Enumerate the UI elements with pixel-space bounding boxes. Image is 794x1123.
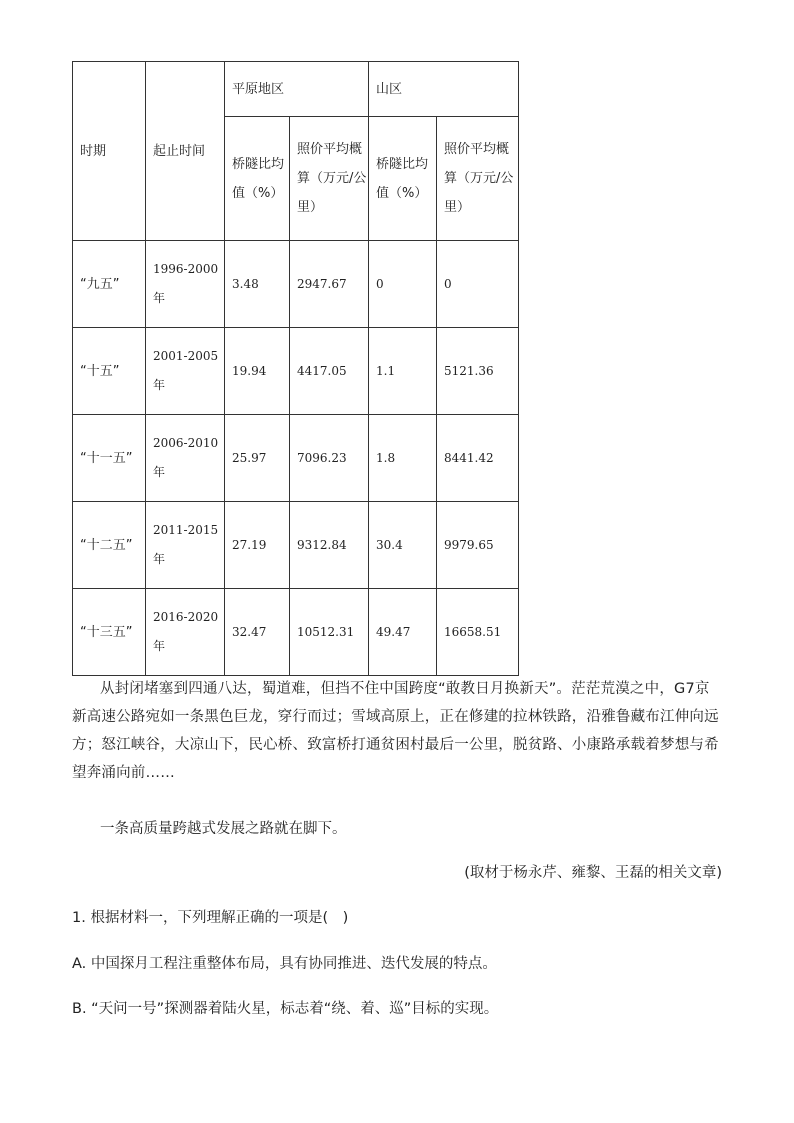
- period-cell: “十二五”: [73, 502, 146, 589]
- range-cell: 2016-2020年: [146, 589, 225, 676]
- plain-price-cell: 7096.23: [290, 415, 369, 502]
- plain-ratio-cell: 27.19: [225, 502, 290, 589]
- range-cell: 2006-2010年: [146, 415, 225, 502]
- mountain-ratio-cell: 1.8: [369, 415, 437, 502]
- range-cell: 1996-2000年: [146, 241, 225, 328]
- plain-price-cell: 4417.05: [290, 328, 369, 415]
- period-cell: “九五”: [73, 241, 146, 328]
- plain-price-cell: 2947.67: [290, 241, 369, 328]
- plain-ratio-cell: 3.48: [225, 241, 290, 328]
- mountain-price-cell: 0: [437, 241, 519, 328]
- option-b: B. “天问一号”探测器着陆火星，标志着“绕、着、巡”目标的实现。: [72, 1001, 499, 1017]
- plain-ratio-cell: 19.94: [225, 328, 290, 415]
- period-cell: “十一五”: [73, 415, 146, 502]
- period-cell: “十五”: [73, 328, 146, 415]
- mountain-price-cell: 16658.51: [437, 589, 519, 676]
- subheader-plain-price: 照价平均概算（万元/公里）: [290, 117, 369, 241]
- header-plain: 平原地区: [225, 62, 369, 117]
- mountain-ratio-cell: 0: [369, 241, 437, 328]
- mountain-ratio-cell: 1.1: [369, 328, 437, 415]
- header-mountain: 山区: [369, 62, 519, 117]
- period-cell: “十三五”: [73, 589, 146, 676]
- plain-price-cell: 10512.31: [290, 589, 369, 676]
- question-text: 1. 根据材料一，下列理解正确的一项是( ): [72, 910, 349, 926]
- subheader-mountain-ratio: 桥隧比均值（%）: [369, 117, 437, 241]
- table-row: [73, 502, 519, 589]
- plain-price-cell: 9312.84: [290, 502, 369, 589]
- plain-ratio-cell: 25.97: [225, 415, 290, 502]
- source-citation: (取材于杨永芹、雍黎、王磊的相关文章): [464, 865, 722, 881]
- data-table: [72, 61, 519, 676]
- range-cell: 2011-2015年: [146, 502, 225, 589]
- mountain-price-cell: 9979.65: [437, 502, 519, 589]
- header-range: 起止时间: [146, 62, 225, 241]
- mountain-ratio-cell: 49.47: [369, 589, 437, 676]
- table-row: [73, 241, 519, 328]
- range-cell: 2001-2005年: [146, 328, 225, 415]
- mountain-price-cell: 8441.42: [437, 415, 519, 502]
- header-period: 时期: [73, 62, 146, 241]
- closing-sentence: 一条高质量跨越式发展之路就在脚下。: [100, 821, 347, 837]
- option-a: A. 中国探月工程注重整体布局，具有协同推进、迭代发展的特点。: [72, 956, 497, 972]
- plain-ratio-cell: 32.47: [225, 589, 290, 676]
- table-row: [73, 328, 519, 415]
- body-paragraph: 从封闭堵塞到四通八达，蜀道难，但挡不住中国跨度“敢教日月换新天”。茫茫荒漠之中，G7京新高速公路宛如一条黑色巨龙，穿行而过；雪域高原上，正在修建的拉林铁路，沿雅鲁藏布江伸向远方；怒江峡谷，大凉山下，民心桥、致富桥打通贫困村最后一公里，脱贫路、小康路承载着梦想与希望奔涌向前……: [72, 681, 719, 781]
- mountain-ratio-cell: 30.4: [369, 502, 437, 589]
- subheader-mountain-price: 照价平均概算（万元/公里）: [437, 117, 519, 241]
- table-row: [73, 589, 519, 676]
- subheader-plain-ratio: 桥隧比均值（%）: [225, 117, 290, 241]
- mountain-price-cell: 5121.36: [437, 328, 519, 415]
- table-row: [73, 415, 519, 502]
